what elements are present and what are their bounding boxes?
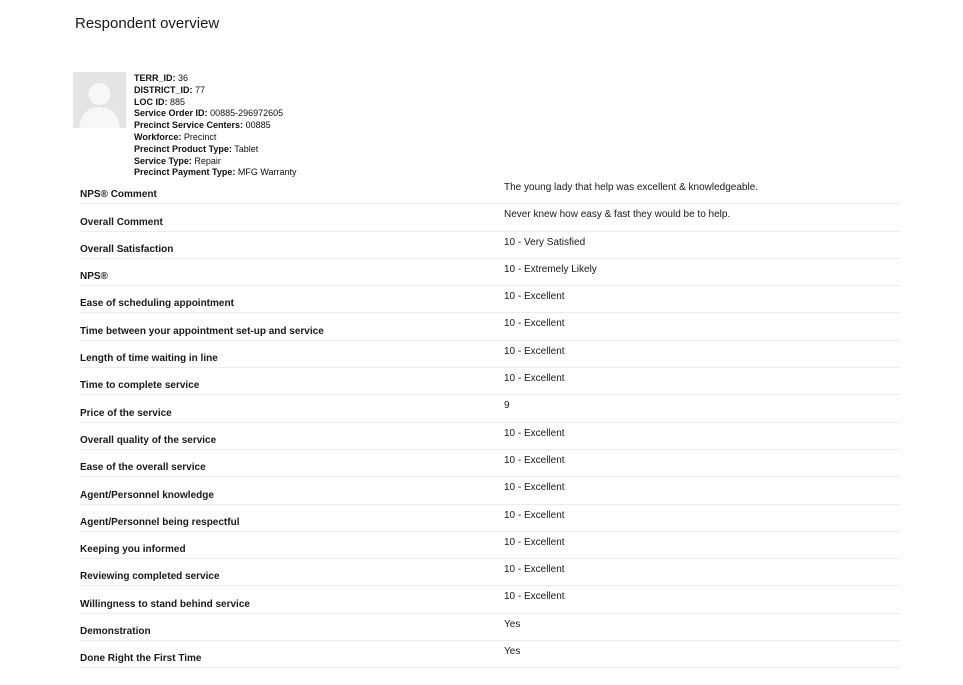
table-row: [80, 313, 900, 340]
question-label: Overall Comment: [80, 216, 163, 228]
question-label: NPS®: [80, 271, 108, 283]
question-label: Overall quality of the service: [80, 434, 217, 446]
table-row: [80, 505, 900, 532]
answer-value: 10 - Very Satisfied: [504, 236, 586, 248]
respondent-field: [134, 108, 297, 120]
responses-table: [80, 177, 900, 668]
field-value: 885: [170, 96, 186, 107]
answer-value: 10 - Excellent: [504, 291, 565, 303]
answer-value: 10 - Excellent: [504, 427, 565, 439]
question-label: Ease of scheduling appointment: [80, 298, 234, 310]
field-label: Service Type:: [134, 155, 192, 166]
answer-value: Yes: [504, 618, 521, 630]
user-silhouette-icon: [73, 72, 126, 128]
question-label: Keeping you informed: [80, 544, 186, 556]
question-label: Overall Satisfaction: [80, 243, 174, 255]
question-label: NPS® Comment: [80, 189, 157, 201]
question-label: Length of time waiting in line: [80, 353, 218, 365]
field-label: Precinct Payment Type:: [134, 167, 236, 178]
field-label: DISTRICT_ID:: [134, 84, 193, 95]
respondent-field: [134, 132, 297, 144]
respondent-field: [134, 73, 297, 85]
question-label: Agent/Personnel knowledge: [80, 489, 214, 501]
question-label: Ease of the overall service: [80, 462, 206, 474]
question-label: Time to complete service: [80, 380, 200, 392]
table-row: [80, 341, 900, 368]
field-label: Precinct Service Centers:: [134, 120, 244, 131]
field-label: LOC ID:: [134, 96, 168, 107]
respondent-details: [134, 73, 297, 179]
field-value: Precinct: [183, 131, 217, 142]
field-value: 00885-296972605: [210, 108, 284, 119]
answer-value: 10 - Extremely Likely: [504, 263, 597, 275]
answer-value: 10 - Excellent: [504, 318, 565, 330]
table-row: [80, 286, 900, 313]
question-label: Price of the service: [80, 407, 172, 419]
question-label: Willingness to stand behind service: [80, 598, 250, 610]
question-label: Reviewing completed service: [80, 571, 220, 583]
answer-value: 10 - Excellent: [504, 564, 565, 576]
table-row: [80, 177, 900, 204]
question-label: Agent/Personnel being respectful: [80, 516, 240, 528]
answer-value: 10 - Excellent: [504, 509, 565, 521]
field-label: TERR_ID:: [134, 73, 176, 83]
page-title: Respondent overview: [75, 15, 220, 32]
field-value: 36: [178, 73, 189, 83]
table-row: [80, 232, 900, 259]
answer-value: 10 - Excellent: [504, 591, 565, 603]
field-value: 00885: [245, 120, 271, 131]
field-label: Workforce:: [134, 131, 182, 142]
respondent-field: [134, 156, 297, 168]
answer-value: 9: [504, 400, 510, 412]
answer-value: Yes: [504, 646, 521, 658]
field-label: Service Order ID:: [134, 108, 208, 119]
table-row: [80, 641, 900, 668]
answer-value: 10 - Excellent: [504, 536, 565, 548]
field-value: MFG Warranty: [237, 167, 297, 178]
table-row: [80, 423, 900, 450]
table-row: [80, 586, 900, 613]
field-value: 77: [195, 84, 206, 95]
question-label: Time between your appointment set-up and service: [80, 325, 324, 337]
answer-value: 10 - Excellent: [504, 373, 565, 385]
table-row: [80, 204, 900, 231]
avatar: [73, 72, 126, 128]
answer-value: 10 - Excellent: [504, 482, 565, 494]
respondent-field: [134, 97, 297, 109]
answer-value: 10 - Excellent: [504, 454, 565, 466]
table-row: [80, 532, 900, 559]
respondent-field: [134, 144, 297, 156]
field-value: Tablet: [234, 143, 259, 154]
field-label: Precinct Product Type:: [134, 143, 232, 154]
question-label: Done Right the First Time: [80, 653, 202, 665]
answer-value: Never knew how easy & fast they would be to help.: [504, 209, 731, 221]
respondent-field: [134, 120, 297, 132]
table-row: [80, 395, 900, 422]
respondent-field: [134, 85, 297, 97]
table-row: [80, 614, 900, 641]
table-row: [80, 477, 900, 504]
table-row: [80, 259, 900, 286]
table-row: [80, 559, 900, 586]
table-row: [80, 450, 900, 477]
field-value: Repair: [194, 155, 221, 166]
answer-value: 10 - Excellent: [504, 345, 565, 357]
table-row: [80, 368, 900, 395]
answer-value: The young lady that help was excellent & knowledgeable.: [504, 182, 759, 193]
question-label: Demonstration: [80, 626, 151, 638]
